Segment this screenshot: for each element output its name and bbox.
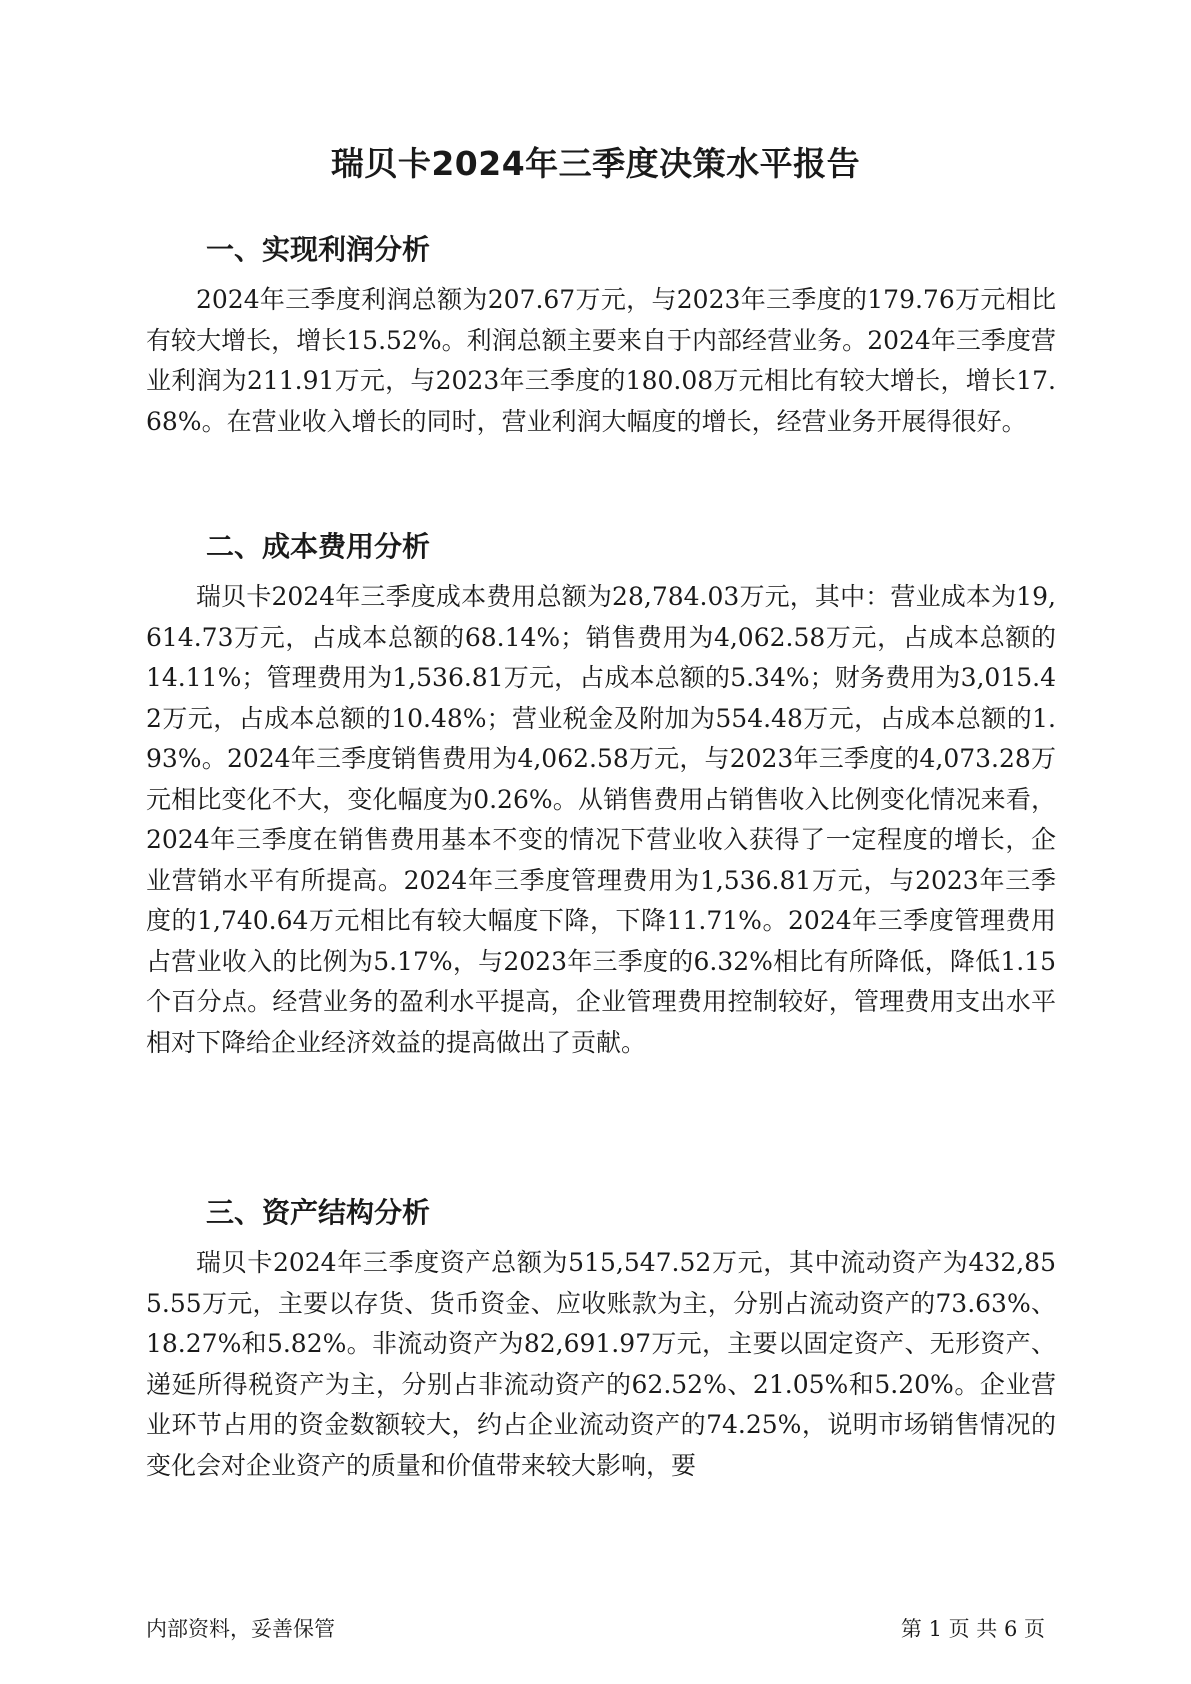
- section-heading: 一、实现利润分析: [206, 233, 431, 266]
- footer-page-number: 第 1 页 共 6 页: [900, 1617, 1045, 1641]
- section-heading: 二、成本费用分析: [206, 530, 431, 563]
- section-profit-analysis: [146, 230, 1056, 442]
- footer-confidential-note: 内部资料，妥善保管: [146, 1617, 335, 1641]
- section-paragraph: 瑞贝卡2024年三季度成本费用总额为28,784.03万元，其中：营业成本为19,614.73万元，占成本总额的68.14%；销售费用为4,062.58万元，占成本总额的14.11%；管理费用为1,536.81万元，占成本总额的5.34%；财务费用为3,015.42万元，占成本总额的10.48%；营业税金及附加为554.48万元，占成本总额的1.93%。2024年三季度销售费用为4,062.58万元，与2023年三季度的4,073.28万元相比变化不大，变化幅度为0.26%。从销售费用占销售收入比例变化情况来看，2024年三季度在销售费用基本不变的情况下营业收入获得了一定程度的增长，企业营销水平有所提高。2024年三季度管理费用为1,536.81万元，与2023年三季度的1,740.64万元相比有较大幅度下降，下降11.71%。2024年三季度管理费用占营业收入的比例为5.17%，与2023年三季度的6.32%相比有所降低，降低1.15个百分点。经营业务的盈利水平提高，企业管理费用控制较好，管理费用支出水平相对下降给企业经济效益的提高做出了贡献。: [146, 582, 1056, 1057]
- section-paragraph: 瑞贝卡2024年三季度资产总额为515,547.52万元，其中流动资产为432,855.55万元，主要以存货、货币资金、应收账款为主，分别占流动资产的73.63%、18.27%和5.82%。非流动资产为82,691.97万元，主要以固定资产、无形资产、递延所得税资产为主，分别占非流动资产的62.52%、21.05%和5.20%。企业营业环节占用的资金数额较大，约占企业流动资产的74.25%，说明市场销售情况的变化会对企业资产的质量和价值带来较大影响，要: [146, 1248, 1056, 1480]
- section-asset-structure-analysis: [146, 1193, 1056, 1486]
- section-paragraph: 2024年三季度利润总额为207.67万元，与2023年三季度的179.76万元相比有较大增长，增长15.52%。利润总额主要来自于内部经营业务。2024年三季度营业利润为211.91万元，与2023年三季度的180.08万元相比有较大增长，增长17.68%。在营业收入增长的同时，营业利润大幅度的增长，经营业务开展得很好。: [146, 285, 1056, 436]
- document-title: 瑞贝卡2024年三季度决策水平报告: [330, 144, 861, 183]
- section-cost-analysis: [146, 527, 1056, 1063]
- section-heading: 三、资产结构分析: [206, 1196, 431, 1229]
